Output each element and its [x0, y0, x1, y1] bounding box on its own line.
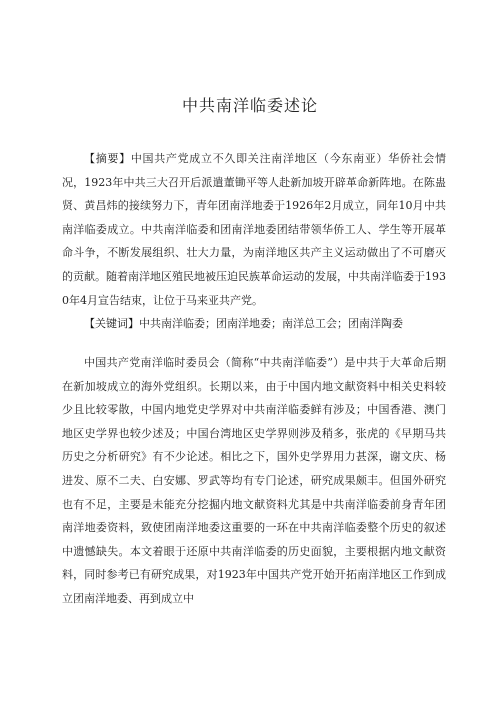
keywords-section — [62, 312, 446, 336]
document-title: 中共南洋临委述论 — [181, 96, 318, 115]
keywords-text: 中共南洋临委；团南洋地委；南洋总工会；团南洋陶委 — [139, 317, 403, 330]
abstract-section — [62, 147, 446, 312]
body-paragraph: 中国共产党南洋临时委员会（简称“中共南洋临委”）是中共于大革命后期在新加坡成立的海外党组织。长期以来，由于中国内地文献资料中相关史料较少且比较零散，中国内地党史学界对中共南洋临委鲜有涉及；中国香港、澳门地区史学界也较少述及；中国台湾地区史学界则涉及稍多，张虎的《早期马共历史之分析研究》有不少论述。相比之下，国外史学界用力甚深，谢文庆、杨进发、原不二夫、白安娜、罗武等均有专门论述，研究成果颇丰。但国外研究也有不足，主要是未能充分挖掘内地文献资料尤其是中共南洋临委前身青年团南洋地委资料，致使团南洋地委这重要的一环在中共南洋临委整个历史的叙述中遗憾缺失。本文着眼于还原中共南洋临委的历史面貌，主要根据内地文献资料，同时参考已有研究成果，对1923年中国共产党开始开拓南洋地区工作到成立团南洋地委、再到成立中 — [62, 356, 446, 605]
body-section — [62, 351, 446, 611]
keywords-label: 【关键词】 — [84, 317, 139, 330]
abstract-paragraph — [62, 147, 446, 312]
keywords-paragraph — [62, 312, 446, 336]
abstract-text: 中国共产党成立不久即关注南洋地区（今东南亚）华侨社会情况，1923年中共三大召开后派遣董锄平等人赴新加坡开辟革命新阵地。在陈蛊贤、黄昌炜的接续努力下，青年团南洋地委于1926年2月成立，同年10月中共南洋临委成立。中共南洋临委和团南洋地委团结带领华侨工人、学生等开展革命斗争，不断发展组织、壮大力量，为南洋地区共产主义运动做出了不可磨灭的贡献。随着南洋地区殖民地被压迫民族革命运动的发展，中共南洋临委于1930年4月宣告结束，让位于马来亚共产党。 — [62, 152, 447, 307]
abstract-label: 【摘要】 — [84, 152, 131, 165]
